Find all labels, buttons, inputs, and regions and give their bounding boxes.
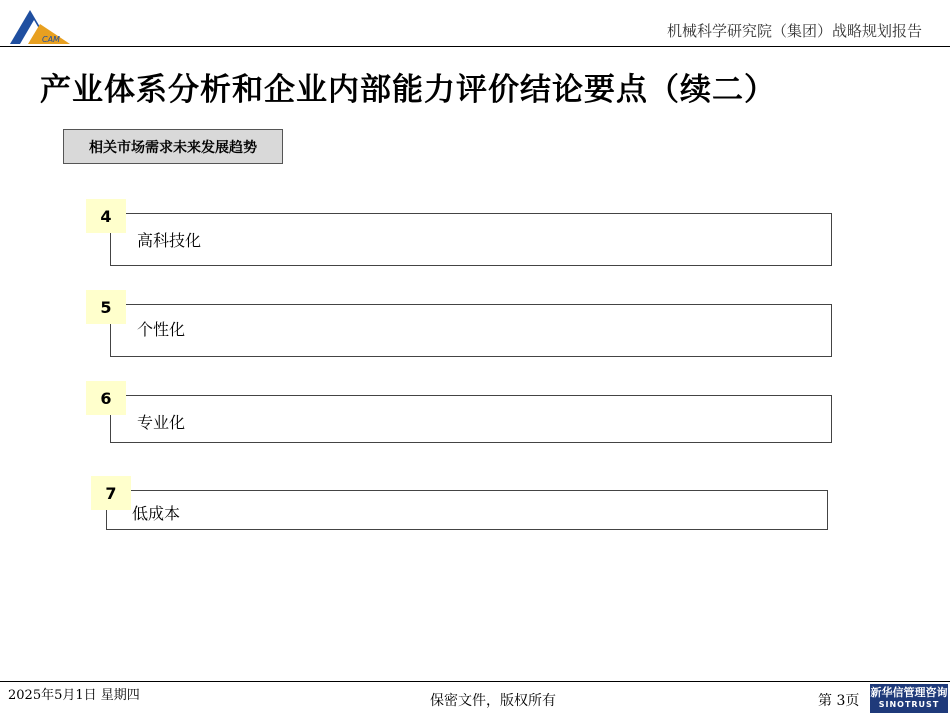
svg-text:CAM: CAM bbox=[42, 35, 60, 44]
cam-triangle-icon bbox=[8, 6, 72, 46]
page-title: 产业体系分析和企业内部能力评价结论要点（续二） bbox=[40, 72, 776, 108]
footer-date: 2025年5月1日 星期四 bbox=[8, 688, 140, 703]
list-item-box bbox=[110, 213, 832, 266]
brand-name-cn: 新华信管理咨询 bbox=[870, 685, 948, 699]
report-title: 机械科学研究院（集团）战略规划报告 bbox=[666, 22, 922, 40]
list-item-text: 低成本 bbox=[132, 504, 181, 523]
list-item-text: 个性化 bbox=[137, 320, 186, 339]
number-badge: 7 bbox=[91, 476, 131, 510]
page-number: 第 3页 bbox=[818, 693, 860, 709]
list-item-text: 高科技化 bbox=[137, 231, 202, 250]
footer-divider bbox=[0, 681, 950, 682]
sinotrust-logo bbox=[870, 684, 948, 713]
header-divider bbox=[0, 46, 950, 47]
number-badge: 5 bbox=[86, 290, 126, 324]
number-badge: 4 bbox=[86, 199, 126, 233]
confidential-notice: 保密文件，版权所有 bbox=[430, 693, 556, 709]
list-item-box bbox=[110, 395, 832, 443]
list-item-box bbox=[110, 304, 832, 357]
company-logo bbox=[8, 6, 72, 46]
list-item-box bbox=[106, 490, 828, 530]
brand-name-en: SINOTRUST bbox=[878, 699, 940, 709]
section-tag: 相关市场需求未来发展趋势 bbox=[63, 129, 283, 164]
list-item-text: 专业化 bbox=[137, 413, 186, 432]
number-badge: 6 bbox=[86, 381, 126, 415]
